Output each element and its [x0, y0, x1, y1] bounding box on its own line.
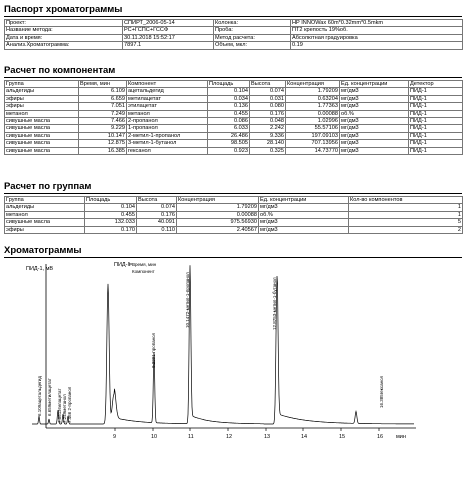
- components-cell: альдегиды: [5, 88, 79, 95]
- components-cell: мг/дм3: [340, 103, 409, 110]
- components-cell: 0.034: [208, 95, 250, 102]
- groups-cell: альдегиды: [5, 204, 85, 211]
- groups-cell: мг/дм3: [259, 226, 349, 233]
- passport-label: Название метода:: [5, 27, 123, 34]
- passport-row: [5, 27, 463, 34]
- groups-cell: 0.455: [85, 211, 137, 218]
- peak-label-1-propanol: 9.2291-пропанол: [151, 332, 156, 368]
- passport-label: Проба:: [214, 27, 291, 34]
- components-cell: 0.136: [208, 103, 250, 110]
- components-cell: об.%: [340, 110, 409, 117]
- groups-col-header: Концентрация: [177, 197, 259, 204]
- passport-row: [5, 20, 463, 27]
- components-cell: 28.140: [250, 140, 286, 147]
- components-cell: этилацетат: [127, 103, 208, 110]
- components-cell: сивушные масла: [5, 147, 79, 154]
- x-tick-label: 13: [264, 434, 271, 440]
- components-col-header: Компонент: [127, 81, 208, 88]
- components-cell: гексанол: [127, 147, 208, 154]
- peak-label-isobutanol: 10.1472-метил-1-пропанол: [185, 272, 190, 328]
- chromatogram-svg: [4, 258, 464, 478]
- components-col-header: Высота: [250, 81, 286, 88]
- legend-header-time: Время, мин: [132, 262, 157, 267]
- groups-cell: 975.56930: [177, 219, 259, 226]
- components-col-header: Группа: [5, 81, 79, 88]
- groups-col-header: Группа: [5, 197, 85, 204]
- groups-header-row: [5, 197, 463, 204]
- components-cell: 0.031: [250, 95, 286, 102]
- x-tick-label: 14: [301, 434, 308, 440]
- components-cell: 2-пропанол: [127, 118, 208, 125]
- components-cell: 1.79209: [286, 88, 340, 95]
- groups-cell: 0.110: [137, 226, 177, 233]
- components-cell: 0.923: [208, 147, 250, 154]
- peak-label-methylacetate: 6.659метилацетат: [47, 378, 52, 416]
- x-ticks: [113, 428, 383, 440]
- components-cell: 16.385: [79, 147, 127, 154]
- groups-col-header: Кол-во компонентов: [349, 197, 463, 204]
- components-cell: 2-метил-1-пропанол: [127, 132, 208, 139]
- chromatogram-chart: [4, 258, 464, 478]
- components-cell: 0.176: [250, 110, 286, 117]
- components-cell: ПИД-1: [409, 95, 463, 102]
- groups-cell: мг/дм3: [259, 204, 349, 211]
- components-cell: 26.486: [208, 132, 250, 139]
- table-row: [5, 95, 463, 102]
- groups-cell: сивушные масла: [5, 219, 85, 226]
- table-row: [5, 226, 463, 233]
- x-tick-label: 15: [339, 434, 346, 440]
- groups-cell: 5: [349, 219, 463, 226]
- y-axis-label: ПИД-1, мВ: [26, 266, 54, 272]
- components-cell: метанол: [5, 110, 79, 117]
- components-cell: метилацетат: [127, 95, 208, 102]
- passport-value: ПТ2 крепость 19%об.: [291, 27, 463, 34]
- components-cell: 6.659: [79, 95, 127, 102]
- components-cell: мг/дм3: [340, 147, 409, 154]
- components-col-header: Площадь: [208, 81, 250, 88]
- passport-label: Колонка:: [214, 20, 291, 27]
- passport-value: 30.11.2018 15:52:17: [123, 34, 214, 41]
- passport-label: Анализ.Хроматограмма:: [5, 42, 123, 49]
- table-row: [5, 88, 463, 95]
- components-cell: 55.57106: [286, 125, 340, 132]
- groups-cell: эфиры: [5, 226, 85, 233]
- peak-label-acetaldehyde: 6.109ацетальдегид: [37, 375, 42, 416]
- components-cell: эфиры: [5, 95, 79, 102]
- passport-label: Объем, мкл:: [214, 42, 291, 49]
- components-cell: 14.73770: [286, 147, 340, 154]
- x-tick-label: 9: [113, 434, 117, 440]
- components-cell: метанол: [127, 110, 208, 117]
- components-cell: 2.242: [250, 125, 286, 132]
- table-row: [5, 147, 463, 154]
- groups-cell: 0.104: [85, 204, 137, 211]
- components-cell: 9.229: [79, 125, 127, 132]
- components-cell: 197.09103: [286, 132, 340, 139]
- components-cell: 0.086: [208, 118, 250, 125]
- components-cell: мг/дм3: [340, 132, 409, 139]
- components-cell: 7.051: [79, 103, 127, 110]
- components-cell: 9.336: [250, 132, 286, 139]
- passport-value: Абсолютная градуировка: [291, 34, 463, 41]
- groups-col-header: Ед. концентрации: [259, 197, 349, 204]
- groups-cell: 132.033: [85, 219, 137, 226]
- x-axis-unit: мин: [396, 434, 406, 440]
- components-cell: ПИД-1: [409, 103, 463, 110]
- components-col-header: Ед. концентрации: [340, 81, 409, 88]
- passport-label: Дата и время:: [5, 34, 123, 41]
- components-title: Расчет по компонентам: [4, 65, 462, 78]
- components-cell: мг/дм3: [340, 140, 409, 147]
- passport-row: [5, 34, 463, 41]
- peak-label-2-propanol: 7.466 2-пропанол: [67, 386, 72, 423]
- components-cell: ПИД-1: [409, 88, 463, 95]
- passport-table: [4, 19, 463, 50]
- groups-cell: 0.170: [85, 226, 137, 233]
- components-cell: 1-пропанол: [127, 125, 208, 132]
- groups-cell: об.%: [259, 211, 349, 218]
- peak-label-ethylacetate: 7.051этилацетат: [57, 388, 62, 423]
- table-row: [5, 110, 463, 117]
- groups-cell: 1: [349, 211, 463, 218]
- components-cell: сивушные масла: [5, 140, 79, 147]
- components-cell: ПИД-1: [409, 110, 463, 117]
- components-cell: 0.048: [250, 118, 286, 125]
- components-cell: сивушные масла: [5, 132, 79, 139]
- groups-cell: 0.074: [137, 204, 177, 211]
- components-table: [4, 80, 463, 155]
- components-cell: сивушные масла: [5, 125, 79, 132]
- components-cell: 98.505: [208, 140, 250, 147]
- passport-row: [5, 42, 463, 49]
- components-cell: 7.249: [79, 110, 127, 117]
- components-col-header: Детектор: [409, 81, 463, 88]
- groups-cell: 0.176: [137, 211, 177, 218]
- passport-value: 0.19: [291, 42, 463, 49]
- components-cell: 0.104: [208, 88, 250, 95]
- x-tick-label: 11: [188, 434, 194, 440]
- table-row: [5, 125, 463, 132]
- components-col-header: Концентрация: [286, 81, 340, 88]
- components-col-header: Время, мин: [79, 81, 127, 88]
- components-header-row: [5, 81, 463, 88]
- table-row: [5, 118, 463, 125]
- components-cell: 10.147: [79, 132, 127, 139]
- components-cell: 0.63204: [286, 95, 340, 102]
- groups-cell: метанол: [5, 211, 85, 218]
- components-cell: 0.00088: [286, 110, 340, 117]
- passport-value: HP INNOWax 60m*0.32mm*0.5mkm: [291, 20, 463, 27]
- passport-value: РС+ГСПС+ГССФ: [123, 27, 214, 34]
- components-cell: мг/дм3: [340, 95, 409, 102]
- table-row: [5, 103, 463, 110]
- x-tick-label: 12: [226, 434, 233, 440]
- passport-value: 7897.1: [123, 42, 214, 49]
- components-cell: мг/дм3: [340, 125, 409, 132]
- passport-label: Проект:: [5, 20, 123, 27]
- components-cell: 0.080: [250, 103, 286, 110]
- peak-label-isoamyl: 12.8753-метил-1-бутанол: [272, 277, 277, 330]
- components-cell: 707.13956: [286, 140, 340, 147]
- passport-value: СПИРТ_2006-05-14: [123, 20, 214, 27]
- groups-cell: мг/дм3: [259, 219, 349, 226]
- components-cell: 0.074: [250, 88, 286, 95]
- table-row: [5, 211, 463, 218]
- groups-table: [4, 196, 463, 234]
- passport-label: Метод расчета:: [214, 34, 291, 41]
- groups-cell: 0.00088: [177, 211, 259, 218]
- chromatogram-trace: [32, 265, 414, 424]
- components-cell: ПИД-1: [409, 118, 463, 125]
- passport-title: Паспорт хроматограммы: [4, 4, 462, 17]
- components-cell: 6.033: [208, 125, 250, 132]
- groups-cell: 40.091: [137, 219, 177, 226]
- components-cell: мг/дм3: [340, 118, 409, 125]
- legend-trace: ПИД-1: [114, 262, 131, 268]
- groups-cell: 2.40567: [177, 226, 259, 233]
- groups-cell: 2: [349, 226, 463, 233]
- groups-title: Расчет по группам: [4, 181, 462, 194]
- components-cell: 0.455: [208, 110, 250, 117]
- table-row: [5, 140, 463, 147]
- components-cell: эфиры: [5, 103, 79, 110]
- table-row: [5, 132, 463, 139]
- components-cell: сивушные масла: [5, 118, 79, 125]
- chromatogram-title: Хроматограммы: [4, 245, 462, 258]
- components-cell: 6.109: [79, 88, 127, 95]
- table-row: [5, 219, 463, 226]
- groups-cell: 1: [349, 204, 463, 211]
- components-cell: ПИД-1: [409, 140, 463, 147]
- components-cell: 3-метил-1-бутанол: [127, 140, 208, 147]
- peak-label-methanol: 7.249метанол: [62, 394, 67, 423]
- components-cell: 0.325: [250, 147, 286, 154]
- table-row: [5, 204, 463, 211]
- peak-label-hexanol: 16.385гексанол: [379, 375, 384, 408]
- components-cell: ацетальдегид: [127, 88, 208, 95]
- groups-col-header: Площадь: [85, 197, 137, 204]
- components-cell: 1.02996: [286, 118, 340, 125]
- components-cell: ПИД-1: [409, 147, 463, 154]
- groups-cell: 1.79209: [177, 204, 259, 211]
- x-tick-label: 10: [151, 434, 158, 440]
- components-cell: мг/дм3: [340, 88, 409, 95]
- legend-header-component: Компонент: [132, 269, 155, 274]
- x-tick-label: 16: [377, 434, 384, 440]
- components-cell: 12.875: [79, 140, 127, 147]
- components-cell: 1.77363: [286, 103, 340, 110]
- groups-col-header: Высота: [137, 197, 177, 204]
- components-cell: ПИД-1: [409, 132, 463, 139]
- components-cell: ПИД-1: [409, 125, 463, 132]
- components-cell: 7.466: [79, 118, 127, 125]
